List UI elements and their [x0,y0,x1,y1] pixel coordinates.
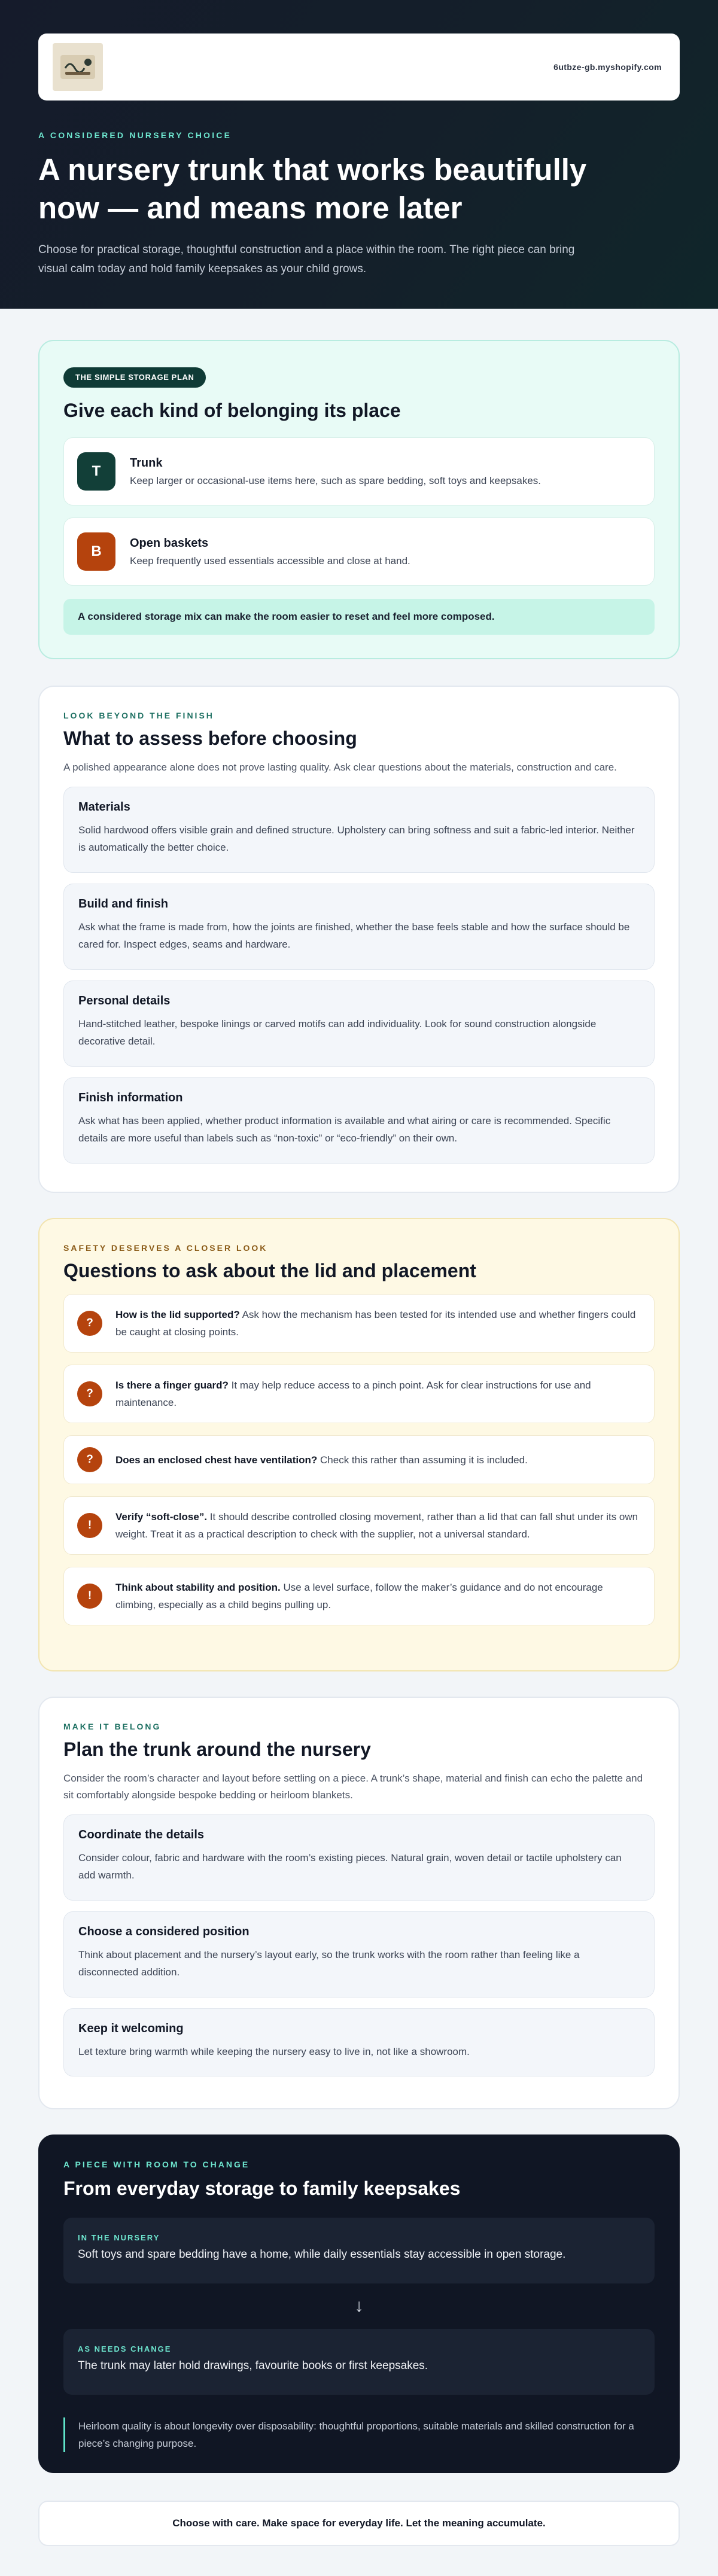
around-box-welcoming [63,2008,655,2076]
assess-box-materials [63,787,655,873]
hero-eyebrow: A CONSIDERED NURSERY CHOICE [38,130,232,140]
shop-logo-icon[interactable] [53,43,103,91]
assess-box-finish [63,1077,655,1164]
safety-question [63,1365,655,1423]
question-icon: ? [77,1311,102,1336]
box-title: Build and finish [78,897,168,911]
question-bold: Verify “soft-close”. [115,1511,208,1523]
story-title: From everyday storage to family keepsakes [63,2178,461,2199]
site-header [38,34,680,101]
question-detail: Use a level surface, follow the maker’s guidance and do not encourage climbing, especially as a child begins pulling up. [115,1582,603,1610]
question-detail: Check this rather than assuming it is included. [317,1454,528,1466]
box-title: Personal details [78,994,171,1007]
stage-label: AS NEEDS CHANGE [78,2344,172,2353]
assess-title: What to assess before choosing [63,727,357,749]
box-desc: Solid hardwood offers visible grain and defined structure. Upholstery can bring softness and suit a fabric-led interior. Neither is automatically the better choice. [78,824,635,853]
around-title: Plan the trunk around the nursery [63,1738,371,1760]
storage-plan-callout: A considered storage mix can make the room easier to reset and feel more composed. [63,599,655,635]
hero-title: A nursery trunk that works beautifully now — and means more later [38,153,587,225]
arrow-down-icon: ↓ [354,2296,364,2316]
keepsake-story-card [38,2135,680,2473]
plan-around-card [38,1697,680,2109]
plan-item-baskets [63,517,655,586]
question-detail: It should describe controlled closing movement, rather than a lid that can fall shut under its own weight. Treat it as a practical description to check with the supplier, not a universal standard. [115,1511,638,1540]
box-title: Choose a considered position [78,1925,250,1938]
assess-card [38,686,680,1193]
box-title: Coordinate the details [78,1828,205,1841]
plan-item-title: Open baskets [130,536,209,550]
assess-box-personal [63,981,655,1067]
around-box-coordinate [63,1814,655,1901]
box-desc: Hand-stitched leather, bespoke linings or carved motifs can add individuality. Look for sound construction alongside decorative detail. [78,1018,597,1047]
safety-eyebrow: SAFETY DESERVES A CLOSER LOOK [63,1243,268,1253]
stage-text: Soft toys and spare bedding have a home, while daily essentials stay accessible in open storage. [78,2248,566,2261]
safety-title: Questions to ask about the lid and placement [63,1260,476,1281]
question-bold: Think about stability and position. [115,1582,281,1593]
safety-question [63,1567,655,1625]
storage-plan-card [38,340,680,659]
question-detail: It may help reduce access to a pinch point. Ask for clear instructions for use and maintenance. [115,1380,591,1408]
question-bold: Does an enclosed chest have ventilation? [115,1454,318,1466]
warning-icon: ! [77,1584,102,1609]
trunk-badge-icon: T [77,452,115,491]
around-box-position [63,1911,655,1998]
safety-card [38,1218,680,1671]
around-intro: Consider the room’s character and layout before settling on a piece. A trunk’s shape, material and finish can echo the palette and sit comfortably alongside bespoke bedding or heirloom blankets. [63,1773,643,1801]
box-title: Keep it welcoming [78,2022,184,2035]
assess-intro: A polished appearance alone does not prove lasting quality. Ask clear questions about the materials, construction and care. [63,762,617,773]
question-text [115,1306,641,1341]
safety-question [63,1294,655,1353]
baskets-badge-icon: B [77,532,115,571]
question-bold: How is the lid supported? [115,1309,240,1320]
storage-plan-pill: THE SIMPLE STORAGE PLAN [63,367,206,388]
story-eyebrow: A PIECE WITH ROOM TO CHANGE [63,2160,250,2169]
plan-item-trunk [63,437,655,506]
box-desc: Ask what the frame is made from, how the joints are finished, whether the base feels stable and how the surface should be cared for. Inspect edges, seams and hardware. [78,921,630,950]
safety-question [63,1496,655,1555]
hero-subtitle: Choose for practical storage, thoughtful construction and a place within the room. The right piece can bring visual calm today and hold family keepsakes as your child grows. [38,243,575,275]
stage-nursery [63,2218,655,2283]
question-text [115,1451,528,1469]
stage-needs-change [63,2329,655,2395]
heirloom-quote: Heirloom quality is about longevity over disposability: thoughtful proportions, suitable materials and skilled construction for a piece’s changing purpose. [63,2417,655,2452]
box-title: Finish information [78,1091,183,1104]
hero-section [0,0,718,309]
question-icon: ? [77,1381,102,1406]
question-text [115,1377,641,1411]
box-desc: Ask what has been applied, whether product information is available and what airing or care is recommended. Specific details are more useful than labels such as “non-toxic” or “eco-friendly” on their own. [78,1115,611,1144]
warning-icon: ! [77,1513,102,1538]
safety-question [63,1435,655,1484]
plan-item-desc: Keep larger or occasional-use items here, such as spare bedding, soft toys and keepsakes. [130,474,541,486]
box-desc: Think about placement and the nursery’s layout early, so the trunk works with the room rather than feeling like a disconnected addition. [78,1949,580,1978]
question-detail: Ask how the mechanism has been tested for its intended use and whether fingers could be caught at closing points. [115,1309,636,1338]
stage-text: The trunk may later hold drawings, favourite books or first keepsakes. [78,2359,428,2372]
around-eyebrow: MAKE IT BELONG [63,1722,162,1731]
closing-banner: Choose with care. Make space for everyday life. Let the meaning accumulate. [38,2501,680,2546]
question-bold: Is there a finger guard? [115,1380,229,1391]
assess-eyebrow: LOOK BEYOND THE FINISH [63,711,214,720]
stage-label: IN THE NURSERY [78,2233,160,2242]
question-text [115,1579,641,1613]
box-desc: Consider colour, fabric and hardware with the room’s existing pieces. Natural grain, woven detail or tactile upholstery can add warmth. [78,1852,622,1881]
box-title: Materials [78,800,130,814]
question-text [115,1508,641,1543]
plan-item-desc: Keep frequently used essentials accessible and close at hand. [130,555,410,567]
assess-box-build [63,884,655,970]
storage-plan-title: Give each kind of belonging its place [63,400,401,421]
box-desc: Let texture bring warmth while keeping the nursery easy to live in, not like a showroom. [78,2046,470,2057]
store-domain-link[interactable]: 6utbze-gb.myshopify.com [553,62,662,72]
question-icon: ? [77,1447,102,1472]
plan-item-title: Trunk [130,456,163,470]
